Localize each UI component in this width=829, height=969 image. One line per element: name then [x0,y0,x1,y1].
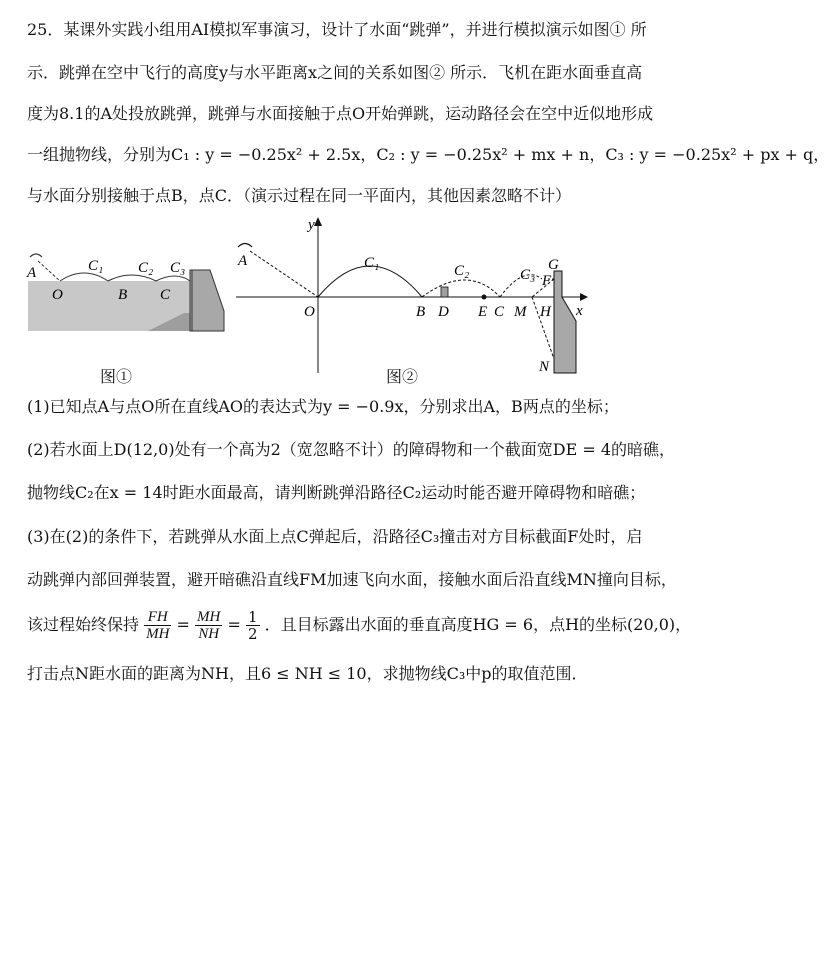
fig2-label-o: O [304,304,315,320]
fig1-label-o: O [52,287,63,303]
fig2-label-x: x [576,303,583,319]
q3-post-text: ．且目标露出水面的垂直高度HG = 6，点H的坐标(20,0)， [264,615,692,634]
fig2-label-c1: C₁ [364,255,380,271]
target [554,271,576,373]
problem-line-1: 25．某课外实践小组用AI模拟军事演习，设计了水面“跳弹”，并进行模拟演示如图① 所 [27,20,647,39]
fig1-label-c2: C₂ [138,260,154,276]
fig2-label-f: F [542,273,552,289]
question-3-line-1: (3)在(2)的条件下，若跳弹从水面上点C弹起后，沿路径C₃撞击对方目标截面F处时，启 [27,527,643,546]
fraction-denominator: NH [198,626,220,642]
fig2-label-n: N [539,359,550,375]
fraction-fh-mh [144,609,171,642]
arc-c2 [422,280,500,297]
problem-line-2: 示．跳弹在空中飞行的高度y与水平距离x之间的关系如图② 所示．飞机在距水面垂直高 [27,63,643,82]
point-e [482,295,487,300]
fig2-label-d: D [438,304,449,320]
equals-sign: = [176,615,190,634]
problem-line-4: 一组抛物线，分别为C₁ : y = −0.25x² + 2.5x，C₂ : y = −0.25x² + mx + n，C₃ : y = −0.25x² + px + q， [27,145,829,164]
problem-line-5: 与水面分别接触于点B，点C．（演示过程在同一平面内，其他因素忽略不计） [27,186,572,205]
fig1-label-b: B [118,287,128,303]
fig1-label-a: A [27,265,37,281]
q3-pre-text: 该过程始终保持 [27,615,140,634]
fraction-numerator: 1 [247,608,258,626]
fig2-label-a: A [238,253,248,269]
figure-2 [232,213,602,378]
target-wall [190,270,224,331]
question-3-line-2: 动跳弹内部回弹装置，避开暗礁沿直线FM加速飞向水面，接触水面后沿直线MN撞向目标， [27,570,677,589]
fig2-label-e: E [478,304,488,320]
fig1-label-c1: C₁ [88,258,104,274]
question-3-line-4: 打击点N距水面的距离为NH，且6 ≤ NH ≤ 10，求抛物线C₃中p的取值范围． [27,664,588,683]
fig1-label-c3: C₃ [170,260,186,276]
fraction-denominator: MH [146,626,170,642]
fig1-label-c: C [160,287,171,303]
drop-path [38,261,60,281]
fraction-mh-nh [195,609,222,642]
figure-1-caption: 图① [100,367,133,386]
fig2-label-b: B [416,304,426,320]
fraction-one-half [246,609,260,642]
plane-icon [30,254,42,257]
figure-2-caption: 图② [386,367,419,386]
obstacle [441,287,448,297]
question-3-line-3 [27,605,691,645]
arc-c1 [60,273,108,281]
fig2-label-m: M [514,304,527,320]
fig2-label-c2: C₂ [454,263,470,279]
plane-icon [238,244,252,248]
figure-1 [24,213,234,338]
question-1: (1)已知点A与点O所在直线AO的表达式为y = −0.9x，分别求出A，B两点的坐标； [27,397,619,416]
fig2-label-g: G [548,257,559,273]
arc-c3 [156,276,190,281]
fraction-numerator: FH [144,609,171,626]
fraction-denominator: 2 [247,625,258,643]
question-2-line-1: (2)若水面上D(12,0)处有一个高为2（宽忽略不计）的障碍物和一个截面宽DE = 4的暗礁， [27,440,676,459]
fig2-label-y: y [308,217,315,233]
fig2-label-c3: C₃ [520,267,536,283]
equals-sign: = [227,615,241,634]
y-axis-arrow [314,217,322,226]
fraction-numerator: MH [197,609,221,625]
line-ao [250,251,318,297]
x-axis-arrow [580,293,588,301]
problem-line-3: 度为8.1的A处投放跳弹，跳弹与水面接触于点O开始弹跳，运动路径会在空中近似地形成 [27,104,654,123]
fig2-label-c: C [494,304,505,320]
fig2-label-h: H [540,304,551,320]
question-2-line-2: 抛物线C₂在x = 14时距水面最高，请判断跳弹沿路径C₂运动时能否避开障碍物和暗礁； [27,483,646,502]
